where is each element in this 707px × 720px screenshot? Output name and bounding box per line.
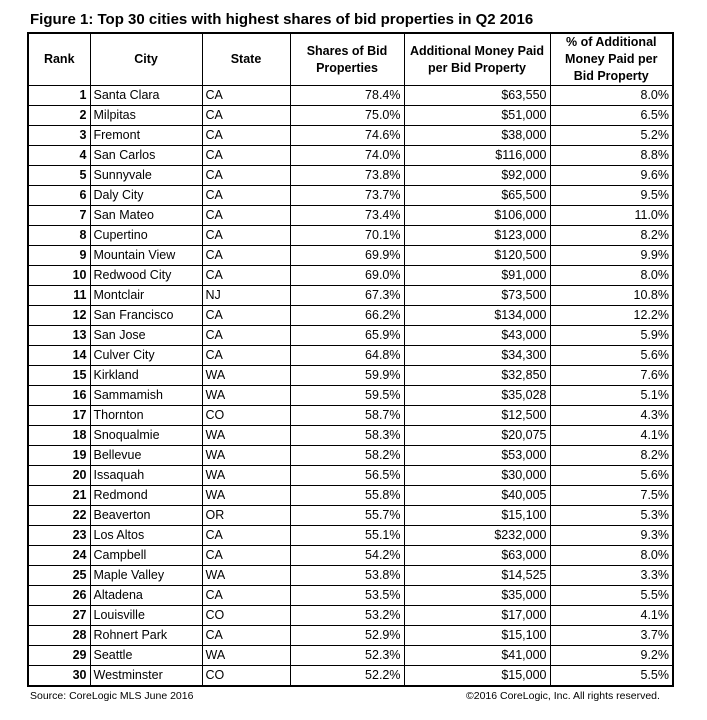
- rank-cell: 13: [28, 326, 90, 346]
- rank-cell: 6: [28, 186, 90, 206]
- city-cell: Sunnyvale: [90, 166, 202, 186]
- money-cell: $53,000: [404, 446, 550, 466]
- state-cell: CO: [202, 406, 290, 426]
- money-cell: $63,000: [404, 546, 550, 566]
- state-cell: OR: [202, 506, 290, 526]
- table-row: [28, 406, 673, 426]
- rank-cell: 25: [28, 566, 90, 586]
- money-cell: $15,100: [404, 506, 550, 526]
- rank-cell: 30: [28, 666, 90, 687]
- city-cell: Campbell: [90, 546, 202, 566]
- table-row: [28, 546, 673, 566]
- header-rank: Rank: [28, 33, 90, 86]
- state-cell: CA: [202, 246, 290, 266]
- share-cell: 52.2%: [290, 666, 404, 687]
- table-row: [28, 486, 673, 506]
- state-cell: CA: [202, 146, 290, 166]
- share-cell: 55.1%: [290, 526, 404, 546]
- money-cell: $32,850: [404, 366, 550, 386]
- rank-cell: 16: [28, 386, 90, 406]
- money-cell: $40,005: [404, 486, 550, 506]
- state-cell: NJ: [202, 286, 290, 306]
- rank-cell: 20: [28, 466, 90, 486]
- table-row: [28, 466, 673, 486]
- money-cell: $106,000: [404, 206, 550, 226]
- rank-cell: 18: [28, 426, 90, 446]
- state-cell: WA: [202, 446, 290, 466]
- table-row: [28, 146, 673, 166]
- percent-cell: 3.3%: [550, 566, 673, 586]
- city-cell: San Carlos: [90, 146, 202, 166]
- share-cell: 53.5%: [290, 586, 404, 606]
- rank-cell: 28: [28, 626, 90, 646]
- city-cell: Culver City: [90, 346, 202, 366]
- share-cell: 53.8%: [290, 566, 404, 586]
- table-row: [28, 586, 673, 606]
- money-cell: $73,500: [404, 286, 550, 306]
- share-cell: 59.9%: [290, 366, 404, 386]
- state-cell: CA: [202, 226, 290, 246]
- city-cell: Fremont: [90, 126, 202, 146]
- money-cell: $232,000: [404, 526, 550, 546]
- money-cell: $34,300: [404, 346, 550, 366]
- money-cell: $123,000: [404, 226, 550, 246]
- table-row: [28, 366, 673, 386]
- state-cell: WA: [202, 386, 290, 406]
- percent-cell: 12.2%: [550, 306, 673, 326]
- percent-cell: 5.6%: [550, 346, 673, 366]
- city-cell: Los Altos: [90, 526, 202, 546]
- percent-cell: 9.5%: [550, 186, 673, 206]
- money-cell: $91,000: [404, 266, 550, 286]
- share-cell: 66.2%: [290, 306, 404, 326]
- state-cell: CA: [202, 586, 290, 606]
- table-row: [28, 666, 673, 687]
- percent-cell: 8.0%: [550, 86, 673, 106]
- city-cell: San Jose: [90, 326, 202, 346]
- header-state: State: [202, 33, 290, 86]
- table-row: [28, 326, 673, 346]
- city-cell: Santa Clara: [90, 86, 202, 106]
- share-cell: 55.8%: [290, 486, 404, 506]
- share-cell: 73.4%: [290, 206, 404, 226]
- header-percent-additional-money: % of Additional Money Paid per Bid Property: [550, 33, 673, 86]
- city-cell: Daly City: [90, 186, 202, 206]
- state-cell: CA: [202, 86, 290, 106]
- rank-cell: 17: [28, 406, 90, 426]
- state-cell: WA: [202, 426, 290, 446]
- table-row: [28, 566, 673, 586]
- state-cell: CA: [202, 106, 290, 126]
- state-cell: CA: [202, 546, 290, 566]
- share-cell: 74.6%: [290, 126, 404, 146]
- rank-cell: 8: [28, 226, 90, 246]
- state-cell: CA: [202, 326, 290, 346]
- percent-cell: 8.8%: [550, 146, 673, 166]
- percent-cell: 8.0%: [550, 546, 673, 566]
- city-cell: Beaverton: [90, 506, 202, 526]
- city-cell: Sammamish: [90, 386, 202, 406]
- city-cell: Westminster: [90, 666, 202, 687]
- money-cell: $120,500: [404, 246, 550, 266]
- share-cell: 74.0%: [290, 146, 404, 166]
- state-cell: WA: [202, 486, 290, 506]
- header-shares-of-bid-properties: Shares of Bid Properties: [290, 33, 404, 86]
- state-cell: CA: [202, 166, 290, 186]
- city-cell: Redmond: [90, 486, 202, 506]
- money-cell: $30,000: [404, 466, 550, 486]
- percent-cell: 5.1%: [550, 386, 673, 406]
- table-row: [28, 126, 673, 146]
- city-cell: Montclair: [90, 286, 202, 306]
- table-row: [28, 626, 673, 646]
- money-cell: $51,000: [404, 106, 550, 126]
- rank-cell: 4: [28, 146, 90, 166]
- state-cell: CA: [202, 266, 290, 286]
- state-cell: WA: [202, 646, 290, 666]
- state-cell: CA: [202, 526, 290, 546]
- money-cell: $65,500: [404, 186, 550, 206]
- share-cell: 64.8%: [290, 346, 404, 366]
- state-cell: CA: [202, 306, 290, 326]
- table-row: [28, 306, 673, 326]
- money-cell: $15,000: [404, 666, 550, 687]
- share-cell: 73.8%: [290, 166, 404, 186]
- city-cell: Maple Valley: [90, 566, 202, 586]
- state-cell: CA: [202, 346, 290, 366]
- rank-cell: 7: [28, 206, 90, 226]
- table-row: [28, 86, 673, 106]
- city-cell: Louisville: [90, 606, 202, 626]
- percent-cell: 9.3%: [550, 526, 673, 546]
- percent-cell: 4.3%: [550, 406, 673, 426]
- bid-properties-table: [27, 32, 674, 687]
- money-cell: $15,100: [404, 626, 550, 646]
- share-cell: 67.3%: [290, 286, 404, 306]
- rank-cell: 3: [28, 126, 90, 146]
- city-cell: Mountain View: [90, 246, 202, 266]
- rank-cell: 27: [28, 606, 90, 626]
- money-cell: $12,500: [404, 406, 550, 426]
- share-cell: 58.2%: [290, 446, 404, 466]
- percent-cell: 4.1%: [550, 606, 673, 626]
- percent-cell: 11.0%: [550, 206, 673, 226]
- table-row: [28, 606, 673, 626]
- city-cell: San Mateo: [90, 206, 202, 226]
- share-cell: 55.7%: [290, 506, 404, 526]
- rank-cell: 29: [28, 646, 90, 666]
- percent-cell: 5.6%: [550, 466, 673, 486]
- source-note: Source: CoreLogic MLS June 2016: [30, 690, 194, 702]
- share-cell: 59.5%: [290, 386, 404, 406]
- city-cell: Altadena: [90, 586, 202, 606]
- percent-cell: 4.1%: [550, 426, 673, 446]
- share-cell: 52.3%: [290, 646, 404, 666]
- figure-title: Figure 1: Top 30 cities with highest shares of bid properties in Q2 2016: [30, 11, 534, 28]
- money-cell: $35,028: [404, 386, 550, 406]
- money-cell: $17,000: [404, 606, 550, 626]
- percent-cell: 3.7%: [550, 626, 673, 646]
- money-cell: $41,000: [404, 646, 550, 666]
- table-header-row: [28, 33, 673, 86]
- rank-cell: 12: [28, 306, 90, 326]
- state-cell: CA: [202, 206, 290, 226]
- city-cell: Kirkland: [90, 366, 202, 386]
- rank-cell: 5: [28, 166, 90, 186]
- share-cell: 73.7%: [290, 186, 404, 206]
- table-row: [28, 506, 673, 526]
- table-row: [28, 266, 673, 286]
- percent-cell: 9.2%: [550, 646, 673, 666]
- share-cell: 75.0%: [290, 106, 404, 126]
- money-cell: $38,000: [404, 126, 550, 146]
- table-row: [28, 346, 673, 366]
- table-row: [28, 426, 673, 446]
- table-row: [28, 106, 673, 126]
- header-additional-money-paid: Additional Money Paid per Bid Property: [404, 33, 550, 86]
- state-cell: WA: [202, 366, 290, 386]
- header-city: City: [90, 33, 202, 86]
- percent-cell: 7.5%: [550, 486, 673, 506]
- rank-cell: 10: [28, 266, 90, 286]
- rank-cell: 19: [28, 446, 90, 466]
- city-cell: Issaquah: [90, 466, 202, 486]
- money-cell: $20,075: [404, 426, 550, 446]
- table-row: [28, 646, 673, 666]
- state-cell: CA: [202, 126, 290, 146]
- rank-cell: 26: [28, 586, 90, 606]
- share-cell: 58.7%: [290, 406, 404, 426]
- city-cell: Bellevue: [90, 446, 202, 466]
- money-cell: $134,000: [404, 306, 550, 326]
- percent-cell: 9.6%: [550, 166, 673, 186]
- table-row: [28, 226, 673, 246]
- share-cell: 70.1%: [290, 226, 404, 246]
- percent-cell: 8.2%: [550, 446, 673, 466]
- table-row: [28, 166, 673, 186]
- city-cell: San Francisco: [90, 306, 202, 326]
- share-cell: 78.4%: [290, 86, 404, 106]
- table-row: [28, 526, 673, 546]
- percent-cell: 10.8%: [550, 286, 673, 306]
- table-row: [28, 446, 673, 466]
- share-cell: 53.2%: [290, 606, 404, 626]
- city-cell: Seattle: [90, 646, 202, 666]
- rank-cell: 15: [28, 366, 90, 386]
- rank-cell: 22: [28, 506, 90, 526]
- percent-cell: 5.2%: [550, 126, 673, 146]
- percent-cell: 5.5%: [550, 586, 673, 606]
- copyright-note: ©2016 CoreLogic, Inc. All rights reserved.: [466, 690, 660, 702]
- rank-cell: 14: [28, 346, 90, 366]
- percent-cell: 5.9%: [550, 326, 673, 346]
- rank-cell: 9: [28, 246, 90, 266]
- share-cell: 69.0%: [290, 266, 404, 286]
- table-row: [28, 246, 673, 266]
- percent-cell: 7.6%: [550, 366, 673, 386]
- state-cell: CO: [202, 606, 290, 626]
- state-cell: WA: [202, 566, 290, 586]
- money-cell: $14,525: [404, 566, 550, 586]
- share-cell: 56.5%: [290, 466, 404, 486]
- rank-cell: 2: [28, 106, 90, 126]
- percent-cell: 8.2%: [550, 226, 673, 246]
- share-cell: 69.9%: [290, 246, 404, 266]
- table-row: [28, 386, 673, 406]
- city-cell: Redwood City: [90, 266, 202, 286]
- city-cell: Snoqualmie: [90, 426, 202, 446]
- percent-cell: 5.5%: [550, 666, 673, 687]
- percent-cell: 6.5%: [550, 106, 673, 126]
- share-cell: 52.9%: [290, 626, 404, 646]
- percent-cell: 5.3%: [550, 506, 673, 526]
- city-cell: Rohnert Park: [90, 626, 202, 646]
- money-cell: $116,000: [404, 146, 550, 166]
- state-cell: CA: [202, 626, 290, 646]
- table-row: [28, 186, 673, 206]
- table-body: [28, 86, 673, 687]
- money-cell: $63,550: [404, 86, 550, 106]
- city-cell: Milpitas: [90, 106, 202, 126]
- rank-cell: 24: [28, 546, 90, 566]
- table-row: [28, 286, 673, 306]
- share-cell: 58.3%: [290, 426, 404, 446]
- rank-cell: 23: [28, 526, 90, 546]
- share-cell: 54.2%: [290, 546, 404, 566]
- city-cell: Cupertino: [90, 226, 202, 246]
- rank-cell: 21: [28, 486, 90, 506]
- state-cell: CA: [202, 186, 290, 206]
- table-row: [28, 206, 673, 226]
- state-cell: WA: [202, 466, 290, 486]
- city-cell: Thornton: [90, 406, 202, 426]
- percent-cell: 8.0%: [550, 266, 673, 286]
- rank-cell: 11: [28, 286, 90, 306]
- share-cell: 65.9%: [290, 326, 404, 346]
- money-cell: $92,000: [404, 166, 550, 186]
- rank-cell: 1: [28, 86, 90, 106]
- percent-cell: 9.9%: [550, 246, 673, 266]
- state-cell: CO: [202, 666, 290, 687]
- money-cell: $35,000: [404, 586, 550, 606]
- money-cell: $43,000: [404, 326, 550, 346]
